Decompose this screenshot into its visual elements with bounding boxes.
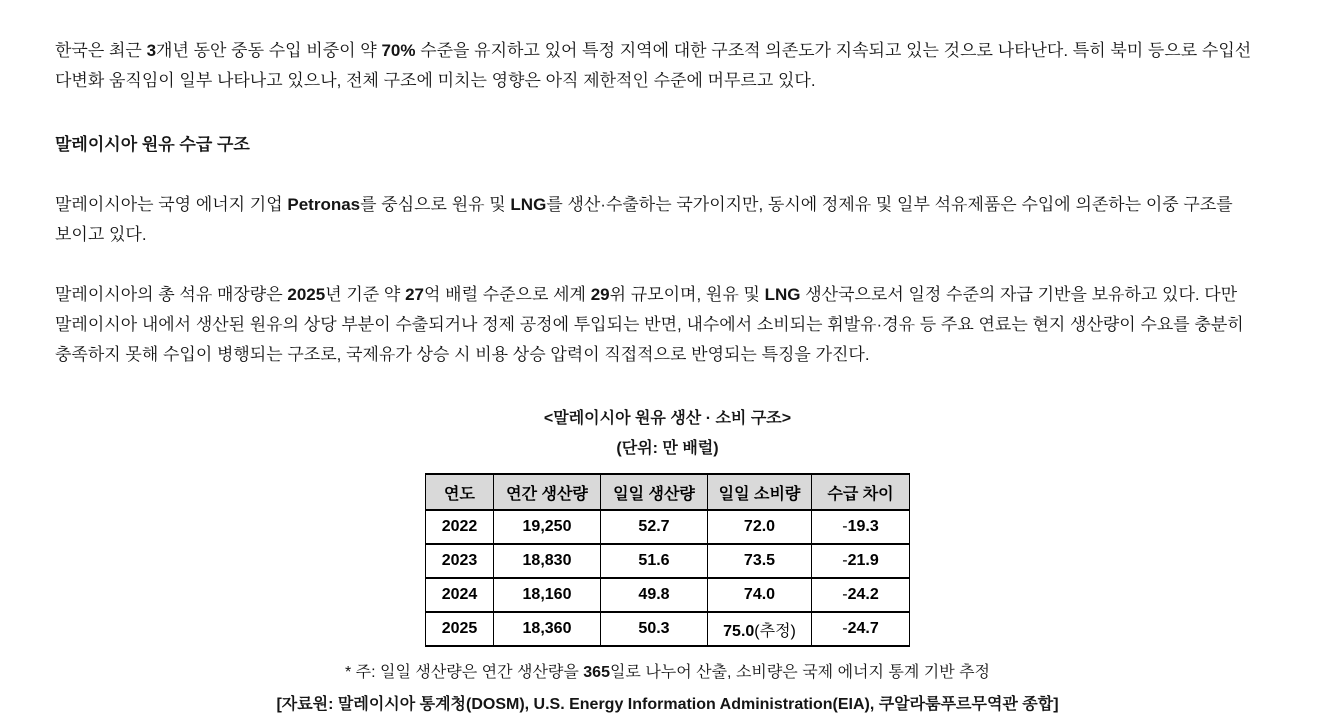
table-cell: 2025	[426, 612, 494, 646]
table-cell: 74.0	[708, 578, 812, 612]
column-header-daily-consumption: 일일 소비량	[708, 474, 812, 510]
table-row-2024	[426, 578, 910, 612]
table-cell: 50.3	[601, 612, 708, 646]
table-row-2022	[426, 510, 910, 544]
table-cell: 19,250	[494, 510, 601, 544]
supply-demand-table	[425, 473, 910, 647]
column-header-daily-production: 일일 생산량	[601, 474, 708, 510]
table-cell: 72.0	[708, 510, 812, 544]
table-cell: 18,830	[494, 544, 601, 578]
paragraph-malaysia-overview: 말레이시아는 국영 에너지 기업 Petronas를 중심으로 원유 및 LNG를 생산·수출하는 국가이지만, 동시에 정제유 및 일부 석유제품은 수입에 의존하는 이중 구조를 보이고 있다.	[55, 195, 1233, 244]
table-cell: 2022	[426, 510, 494, 544]
table-title: <말레이시아 원유 생산 · 소비 구조>	[543, 410, 792, 427]
column-header-supply-gap: 수급 차이	[812, 474, 910, 510]
table-cell: -19.3	[812, 510, 910, 544]
table-header-row	[426, 474, 910, 510]
table-cell: -24.2	[812, 578, 910, 612]
table-cell: 49.8	[601, 578, 708, 612]
table-cell: 52.7	[601, 510, 708, 544]
table-unit-label: (단위: 만 배럴)	[616, 440, 719, 457]
table-cell: 18,160	[494, 578, 601, 612]
column-header-annual-production: 연간 생산량	[494, 474, 601, 510]
section-heading-malaysia-supply-demand: 말레이시아 원유 수급 구조	[55, 135, 250, 154]
table-cell: 73.5	[708, 544, 812, 578]
column-header-year: 연도	[426, 474, 494, 510]
table-cell: 2024	[426, 578, 494, 612]
table-cell: -21.9	[812, 544, 910, 578]
table-source: [자료원: 말레이시아 통계청(DOSM), U.S. Energy Information Administration(EIA), 쿠알라룸푸르무역관 종합]	[276, 696, 1059, 713]
table-cell: 51.6	[601, 544, 708, 578]
paragraph-malaysia-reserves: 말레이시아의 총 석유 매장량은 2025년 기준 약 27억 배럴 수준으로 세계 29위 규모이며, 원유 및 LNG 생산국으로서 일정 수준의 자급 기반을 보유하고 있다. 다만 말레이시아 내에서 생산된 원유의 상당 부분이 수출되거나 정제 공정에 투입되는 반면, 내수에서 소비되는 휘발유·경유 등 주요 연료는 현지 생산량이 수요를 충분히 충족하지 못해 수입이 병행되는 구조로, 국제유가 상승 시 비용 상승 압력이 직접적으로 반영되는 특징을 가진다.	[55, 285, 1244, 364]
table-cell: 2023	[426, 544, 494, 578]
table-cell: 18,360	[494, 612, 601, 646]
paragraph-korea-middle-east-imports: 한국은 최근 3개년 동안 중동 수입 비중이 약 70% 수준을 유지하고 있어 특정 지역에 대한 구조적 의존도가 지속되고 있는 것으로 나타난다. 특히 북미 등으로 수입선 다변화 움직임이 일부 나타나고 있으나, 전체 구조에 미치는 영향은 아직 제한적인 수준에 머무르고 있다.	[55, 41, 1252, 90]
table-row-2023	[426, 544, 910, 578]
table-cell: -24.7	[812, 612, 910, 646]
table-note: * 주: 일일 생산량은 연간 생산량을 365일로 나누어 산출, 소비량은 국제 에너지 통계 기반 추정	[344, 664, 991, 681]
table-row-2025	[426, 612, 910, 646]
table-cell: 75.0(추정)	[708, 612, 812, 646]
